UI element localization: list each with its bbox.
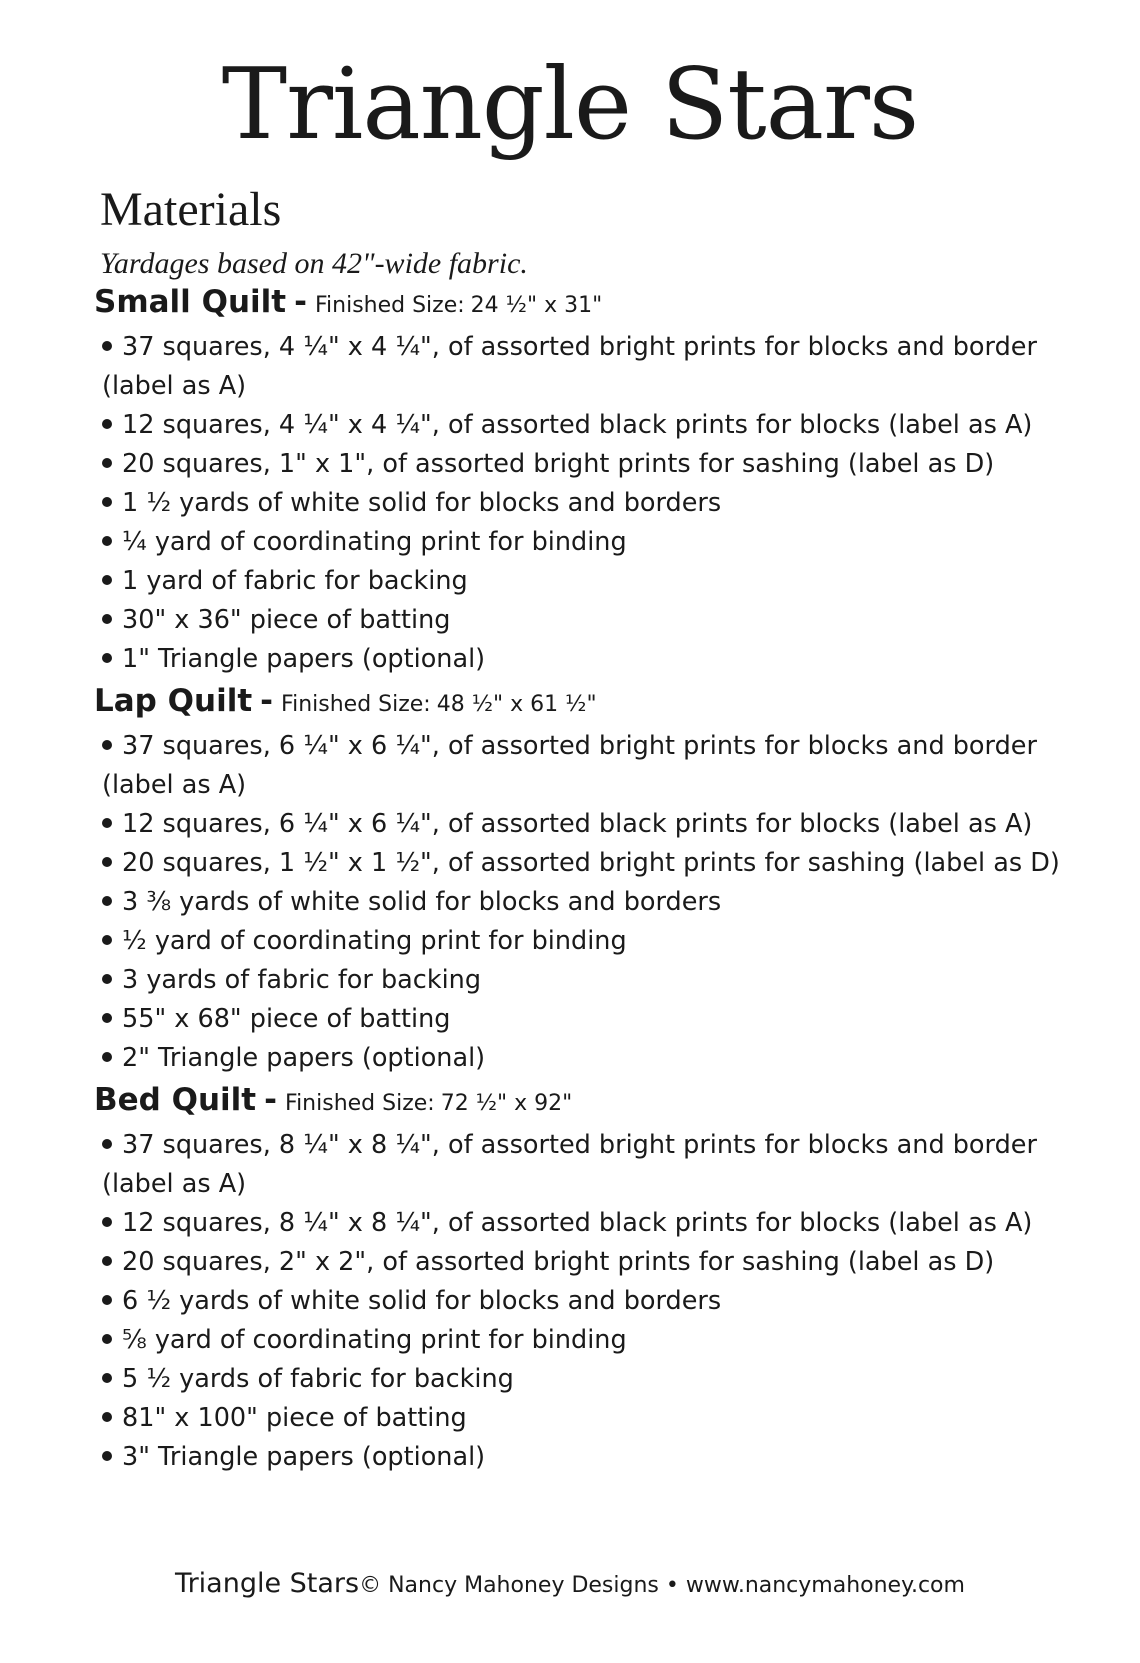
bullet-icon [102,1451,112,1461]
bullet-icon [102,341,112,351]
bullet-icon [102,935,112,945]
materials-heading: Materials [100,183,282,236]
bullet-icon [102,1256,112,1266]
section-bed-quilt [94,1082,1084,1477]
bullet-icon [102,419,112,429]
list-item: 3 ⅜ yards of white solid for blocks and borders [102,883,1084,922]
list-item: 5 ½ yards of fabric for backing [102,1360,1084,1399]
finished-size-value: 24 ½" x 31" [470,293,603,318]
section-dash: - [294,284,307,320]
list-item: 30" x 36" piece of batting [102,601,1084,640]
section-small-quilt [94,284,1084,679]
list-item: 12 squares, 8 ¼" x 8 ¼", of assorted black prints for blocks (label as A) [102,1204,1084,1243]
bullet-icon [102,740,112,750]
list-item: 55" x 68" piece of batting [102,1000,1084,1039]
list-item: ½ yard of coordinating print for binding [102,922,1084,961]
bullet-icon [102,536,112,546]
materials-list [94,1126,1084,1477]
section-lap-quilt [94,683,1084,1078]
list-item: 37 squares, 8 ¼" x 8 ¼", of assorted bright prints for blocks and border (label as A) [102,1130,1037,1199]
section-header [94,683,1084,727]
list-item: 2" Triangle papers (optional) [102,1039,1084,1078]
section-dash: - [264,1082,278,1118]
yardage-note: Yardages based on 42"-wide fabric. [100,247,528,280]
bullet-icon [102,1052,112,1062]
bullet-icon [102,1217,112,1227]
section-header [94,284,1084,328]
footer-title: Triangle Stars [175,1568,360,1599]
bullet-icon [102,818,112,828]
section-dash: - [260,683,274,719]
list-item: 12 squares, 6 ¼" x 6 ¼", of assorted black prints for blocks (label as A) [102,805,1084,844]
list-item: 1 ½ yards of white solid for blocks and borders [102,484,1084,523]
footer-separator: • [665,1573,679,1598]
bullet-icon [102,857,112,867]
bullet-icon [102,575,112,585]
materials-list [94,727,1084,1078]
section-name: Small Quilt [94,284,287,320]
list-item: 37 squares, 4 ¼" x 4 ¼", of assorted bright prints for blocks and border (label as A) [102,332,1037,401]
bullet-icon [102,1013,112,1023]
finished-size-value: 72 ½" x 92" [440,1091,573,1116]
footer-copyright: © Nancy Mahoney Designs [359,1573,659,1598]
list-item: 3 yards of fabric for backing [102,961,1084,1000]
section-name: Lap Quilt [94,683,253,719]
finished-size-value: 48 ½" x 61 ½" [436,692,597,717]
bullet-icon [102,974,112,984]
bullet-icon [102,497,112,507]
bullet-icon [102,653,112,663]
list-item: ⅝ yard of coordinating print for binding [102,1321,1084,1360]
finished-size-label: Finished Size: [285,1091,435,1116]
list-item: 20 squares, 1" x 1", of assorted bright prints for sashing (label as D) [102,445,1084,484]
bullet-icon [102,1373,112,1383]
footer-website-link[interactable]: www.nancymahoney.com [685,1573,965,1598]
list-item: 81" x 100" piece of batting [102,1399,1084,1438]
bullet-icon [102,458,112,468]
list-item: 3" Triangle papers (optional) [102,1438,1084,1477]
bullet-icon [102,1412,112,1422]
finished-size-label: Finished Size: [314,293,465,318]
bullet-icon [102,614,112,624]
section-name: Bed Quilt [94,1082,257,1118]
section-header [94,1082,1084,1126]
list-item: 12 squares, 4 ¼" x 4 ¼", of assorted black prints for blocks (label as A) [102,406,1084,445]
bullet-icon [102,896,112,906]
list-item: 1 yard of fabric for backing [102,562,1084,601]
page-title: Triangle Stars [221,48,919,162]
list-item: 37 squares, 6 ¼" x 6 ¼", of assorted bright prints for blocks and border (label as A) [102,731,1037,800]
list-item: 1" Triangle papers (optional) [102,640,1084,679]
list-item: ¼ yard of coordinating print for binding [102,523,1084,562]
list-item: 20 squares, 2" x 2", of assorted bright prints for sashing (label as D) [102,1243,1084,1282]
finished-size-label: Finished Size: [281,692,431,717]
list-item: 6 ½ yards of white solid for blocks and borders [102,1282,1084,1321]
list-item: 20 squares, 1 ½" x 1 ½", of assorted bright prints for sashing (label as D) [102,844,1084,883]
bullet-icon [102,1295,112,1305]
page-footer [0,1568,1140,1599]
bullet-icon [102,1334,112,1344]
bullet-icon [102,1139,112,1149]
materials-list [94,328,1084,679]
